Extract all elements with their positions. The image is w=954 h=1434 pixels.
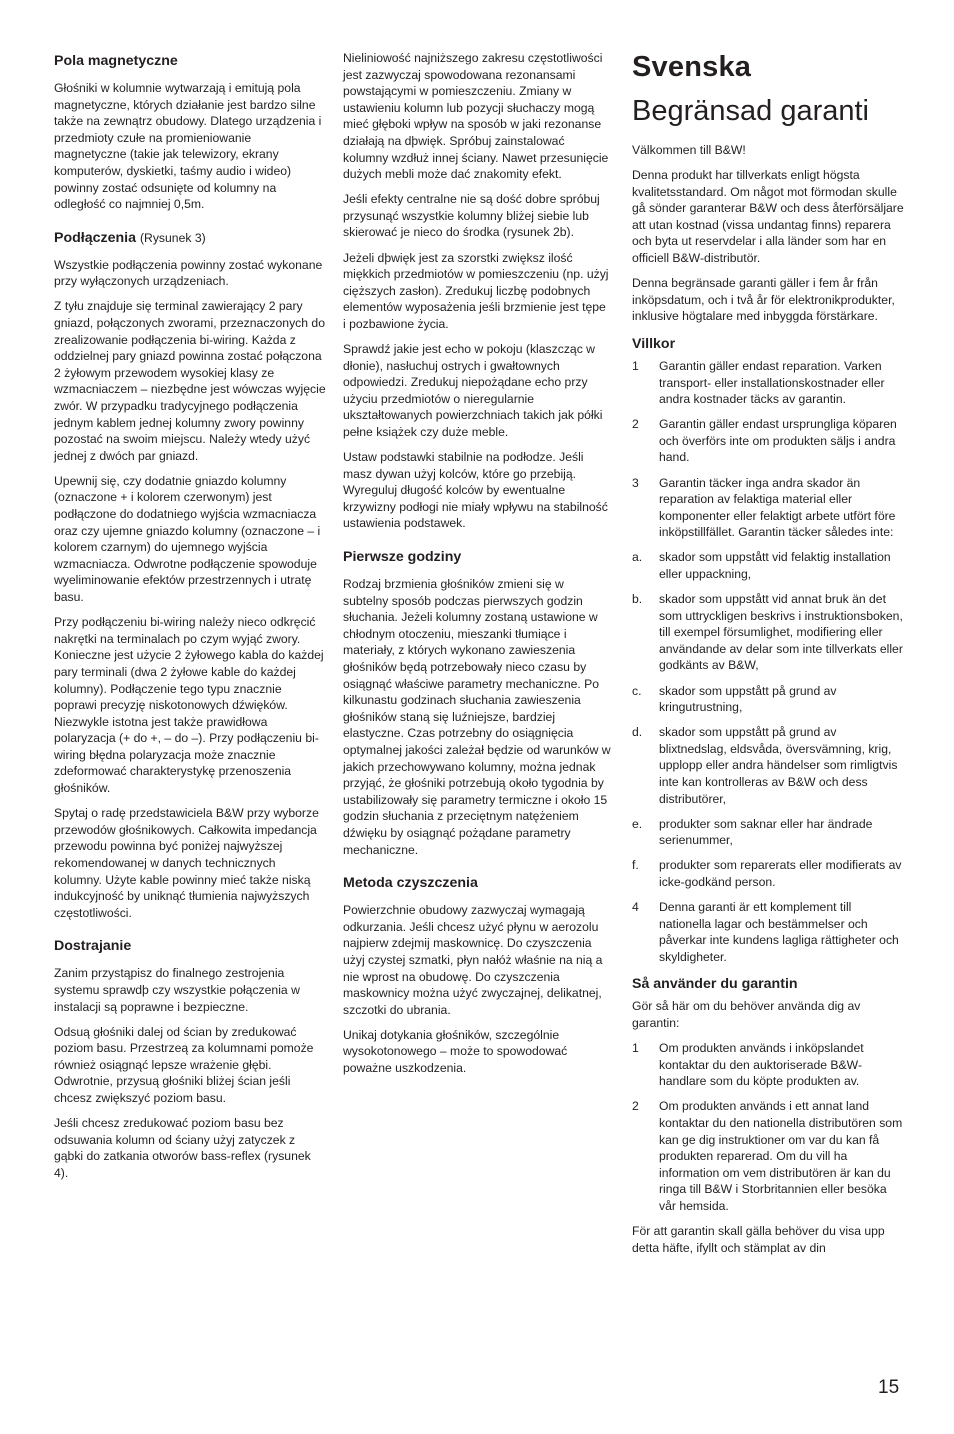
page-number: 15 [878,1377,900,1398]
first-hours-paragraph: Rodzaj brzmienia głośników zmieni się w subtelny sposób podczas pierwszych godzin słuchania. Jeżeli kolumny zostaną ustawione w chłodnym otoczeniu, mieszanki tłumiące i materiały, z których wykonano zawieszenia głośników będą potrzebowały nieco czasu by osiągnąć właściwe parametry mechaniczne. Po kilkunastu godzinach słuchania zawieszenia głośników staną się luźniejsze, bardziej elastyczne. Czas potrzebny do osiągnięcia optymalnej jakości zależał będzie od warunków w jakich przechowywano kolumny, można jednak przyjąć, że głośniki potrzebują około tygodnia by ustabilizowały się parametry termiczne i około 15 godzin słuchania z przeciętnym natężeniem dźwięku by osiągnąć pożądane parametry mechaniczne. [343,577,611,857]
list-item-number: a. [632,550,643,565]
magnetic-fields-heading: Pola magnetyczne [54,53,178,69]
usage-list [632,1040,904,1214]
list-item [632,591,904,674]
list-item-text: Garantin gäller endast ursprungliga köparen och överförs inte om produkten säljs i andra hand. [659,417,897,465]
list-item-number: d. [632,725,643,740]
conditions-list [632,358,904,966]
tuning-paragraph-3: Jeśli chcesz zredukować poziom basu bez odsuwania kolumn od ściany użyj zatyczek z gąbki do zatkania otworów bass-reflex (rysunek 4). [54,1116,311,1180]
tuning-continued-paragraph-3: Jeżeli dþwięk jest za szorstki zwiększ ilość miękkich przedmiotów w pomieszczeniu (np. użyj cięższych zasłon). Zredukuj liczbę podobnych elementów wyposażenia jeśli brzmienie jest tępe i pozbawione życia. [343,250,609,331]
tuning-paragraph-1: Zanim przystąpisz do finalnego zestrojenia systemu sprawdþ czy wszystkie połączenia w instalacji są poprawne i bezpieczne. [54,966,300,1014]
list-item-text: Denna garanti är ett komplement till nationella lagar och bestämmelser och påverkar inte kundens lagliga rättigheter och skyldigheter. [659,900,899,964]
list-item-number: 4 [632,900,639,915]
cleaning-paragraph-2: Unikaj dotykania głośników, szczególnie wysokotonowego – może to spowodować poważne uszkodzenia. [343,1027,568,1075]
list-item [632,1098,904,1214]
connections-paragraph-2: Z tyłu znajduje się terminal zawierający 2 pary gniazd, połączonych zworami, przeznaczonych do zrealizowanie podłączenia bi-wiring. Każda z oddzielnej pary gniazd powinna zostać połączona 2 żyłowym przewodem wysokiej klasy ze wzmacniaczem – niezbędne jest wówczas wyjęcie zwór. W przypadku tradycyjnego podłączenia jednym kablem jednej kolumny zwory powinny pozostać na swoim miejscu. Należy wtedy użyć jednej z dwóch par gniazd. [54,299,326,463]
list-item-number: 3 [632,475,639,490]
connections-paragraph-4: Przy podłączeniu bi-wiring należy nieco odkręcić nakrętki na terminalach po czym wyjąć zwory. Konieczne jest użycie 2 żyłowego kabla do każdej pary terminali (dwa 2 żyłowe kable do każdej kolumny). Podłączenie tego typu znacznie poprawi precyzję niskotonowych dźwięków. Niezwykle istotna jest także prawidłowa polaryzacja (+ do +, – do –). Przy podłączeniu bi-wiring błędna polaryzacja może znacznie zdeformować charakterystykę przenoszenia głośników. [54,615,324,796]
list-item [632,416,904,466]
connections-paragraph-5: Spytaj o radę przedstawiciela B&W przy wyborze przewodów głośnikowych. Całkowita impedancja przewodu powinna być poniżej najwyższej rekomendowanej w danych technicznych kolumny. Użyte kable powinny mieć także niską indukcyjność by uniknąć tłumienia najwyższych częstotliwości. [54,806,319,920]
list-item-text: produkter som saknar eller har ändrade serienummer, [659,816,873,848]
list-item-text: skador som uppstått vid annat bruk än det som uttryckligen beskrivs i instruktionsboken, till exempel försumlighet, modifiering eller användande av delar som inte tillverkats eller godkänts av B&W, [659,592,903,673]
list-item-number: e. [632,816,643,831]
left-column [54,50,326,1190]
list-item-number: b. [632,592,643,607]
list-item [632,683,904,716]
list-item-text: produkter som reparerats eller modifierats av icke-godkänd person. [659,858,902,889]
list-item-text: Om produkten används i ett annat land kontaktar du den nationella distributören som kan ge dig instruktioner om var du kan få produkten reparerad. Om du vill ha information om vem distributören är kan du ringa till B&W i Storbritannien eller besöka vår hemsida. [659,1099,903,1213]
middle-column [343,50,611,1085]
cleaning-heading: Metoda czyszczenia [343,875,478,892]
connections-paragraph-3: Upewnij się, czy dodatnie gniazdo kolumny (oznaczone + i kolorem czerwonym) jest podłączone do dodatniego wyjścia wzmacniacza oraz czy ujemne gniazdo kolumny (oznaczone – i kolorem czarnym) do ujemnego wyjścia wzmacniacza. Odwrotne podłączenie spowoduje wyeliminowanie efektów przestrzennych i utratę basu. [54,473,321,605]
list-item-text: Garantin gäller endast reparation. Varken transport- eller installationskostnader eller andra kostnader täcks av garantin. [659,358,885,407]
language-heading: Svenska [632,51,752,83]
first-hours-heading: Pierwsze godziny [343,549,462,566]
tuning-paragraph-2: Odsuą głośniki dalej od ścian by zredukować poziom basu. Przestrzeą za kolumnami pomoże również osiągnąć lepsze wrażenie głębi. Odwrotnie, przysuą głośniki bliżej ścian jeśli chcesz zwiększyć poziom basu. [54,1024,314,1105]
warranty-paragraph-1: Denna produkt har tillverkats enligt högsta kvalitetsstandard. Om något mot förmodan skulle gå sönder garanterar B&W och dess återförsäljare att utan kostnad (vissa undantag finns) reparera och byta ut reservdelar i alla länder som har en officiell B&W-distributör. [632,168,904,266]
list-item-number: 2 [632,417,639,432]
list-item [632,549,904,582]
warranty-title: Begränsad garanti [632,95,869,127]
usage-closing: För att garantin skall gälla behöver du visa upp detta häfte, ifyllt och stämplat av din [632,1224,885,1255]
list-item-number: 2 [632,1099,639,1114]
list-item [632,1040,904,1090]
connections-heading-text: Podłączenia [54,229,137,246]
connections-heading-note: (Rysunek 3) [139,230,206,245]
cleaning-paragraph-1: Powierzchnie obudowy zazwyczaj wymagają odkurzania. Jeśli chcesz użyć płynu w aerozolu najpierw zdejmij maskownicę. Do czyszczenia użyj czystej szmatki, płyn nałóż właśnie na nią a nie wprost na obudowę. Do czyszczenia maskownicy można użyć zwyczajnej, delikatnej, szczotki do ubrania. [343,903,603,1017]
tuning-heading: Dostrajanie [54,938,132,955]
connections-heading [54,229,326,247]
list-item [632,358,904,408]
tuning-continued-paragraph-4: Sprawdź jakie jest echo w pokoju (klaszcząc w dłonie), nasłuchuj ostrych i gwałtownych odpowiedzi. Zredukuj niepożądane echo przy użyciu przedmiotów o nieregularnie ukształtowanych powierzchniach takich jak półki pełne książek czy duże meble. [343,342,603,439]
tuning-continued-paragraph-2: Jeśli efekty centralne nie są dość dobre spróbuj przysunąć wszystkie kolumny bliżej siebie lub skierować je nieco do środka (rysunek 2b). [343,192,600,240]
right-column [632,50,904,1265]
list-item [632,475,904,541]
list-item-number: 1 [632,1041,639,1056]
list-item-text: skador som uppstått vid felaktig installation eller uppackning, [659,550,891,581]
tuning-continued-paragraph-1: Nieliniowość najniższego zakresu częstotliwości jest zazwyczaj spowodowana rezonansami powstającymi w pomieszczeniu. Zmiany w ustawieniu kolumn lub pozycji słuchaczy mogą mieć głęboki wpływ na sposób w jaki rezonanse działają na dþwięk. Spróbuj zainstalować kolumny wzdłuż innej ściany. Nawet przesunięcie dużych mebli może dać znakomity efekt. [343,51,609,182]
list-item-text: skador som uppstått på grund av kringutrustning, [659,683,837,715]
tuning-continued-paragraph-5: Ustaw podstawki stabilnie na podłodze. Jeśli masz dywan użyj kolców, które go przebiją. Wyreguluj długość kolców by ewentualne krzywizny podłogi nie miały wpływu na stabilność ustawienia podstawek. [343,450,608,531]
list-item-text: Om produkten används i inköpslandet kontaktar du den auktoriserade B&W-handlare som du köpte produkten av. [659,1041,864,1089]
warranty-paragraph-2: Denna begränsade garanti gäller i fem år från inköpsdatum, och i två år för elektronikprodukter, inklusive högtalare med inbyggda förstärkare. [632,276,895,324]
usage-heading: Så använder du garantin [632,976,798,993]
list-item-number: 1 [632,358,639,373]
list-item [632,857,904,890]
usage-intro: Gör så här om du behöver använda dig av garantin: [632,999,861,1031]
warranty-welcome: Välkommen till B&W! [632,143,746,157]
list-item-text: Garantin täcker inga andra skador än reparation av felaktiga material eller komponenter eller felaktigt arbete utfört före inköpstillfället. Garantin täcker således inte: [659,475,896,540]
conditions-heading: Villkor [632,335,676,352]
list-item-number: f. [632,858,639,873]
list-item [632,816,904,849]
list-item-number: c. [632,683,642,698]
list-item-text: skador som uppstått på grund av blixtnedslag, eldsvåda, översvämning, krig, upplopp eller andra händelser som rimligtvis inte kan kontrolleras av B&W och dess distributörer, [659,725,898,806]
list-item [632,724,904,807]
list-item [632,899,904,965]
connections-paragraph-1: Wszystkie podłączenia powinny zostać wykonane przy wyłączonych urządzeniach. [54,257,323,289]
magnetic-fields-paragraph: Głośniki w kolumnie wytwarzają i emitują pola magnetyczne, których działanie jest bardzo silne także na zewnątrz obudowy. Dlatego urządzenia i przedmioty czułe na promieniowanie magnetyczne (takie jak telewizory, ekrany komputerów, dyskietki, taśmy audio i wideo) powinny zostać odsunięte od kolumny na odległość co najmniej 0,5m. [54,81,322,212]
